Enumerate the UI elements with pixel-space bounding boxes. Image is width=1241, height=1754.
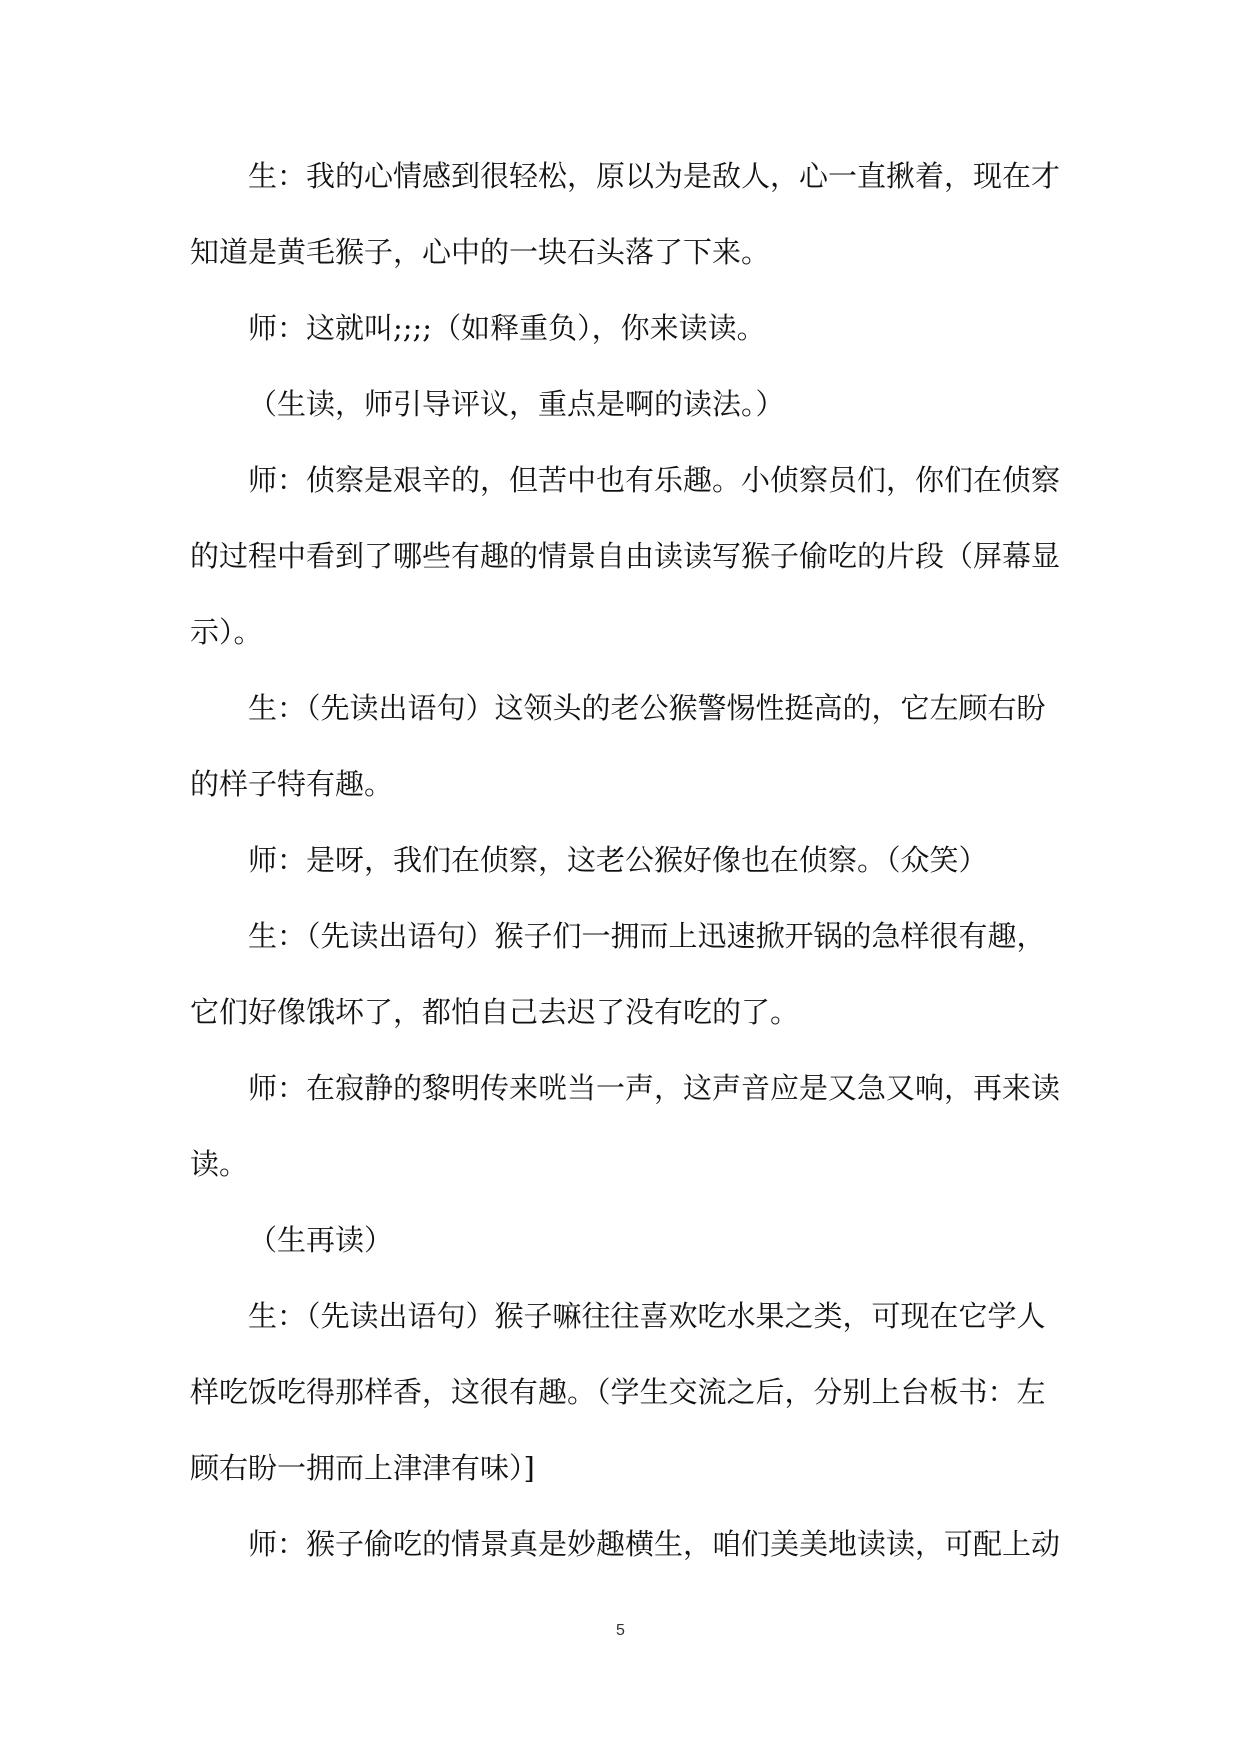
paragraph-student-rush: 生：（先读出语句）猴子们一拥而上迅速掀开锅的急样很有趣，它们好像饿坏了，都怕自己去迟了没有吃的了。 (190, 919, 1046, 1029)
paragraph-teacher-scouting: 师：侦察是艰辛的，但苦中也有乐趣。小侦察员们，你们在侦察的过程中看到了哪些有趣的情景自由读读写猴子偷吃的片段（屏幕显示）。 (190, 463, 1061, 649)
page-number: 5 (616, 1622, 625, 1639)
paragraph-teacher-relief: 师：这就叫;;;;（如释重负），你来读读。 (248, 311, 766, 345)
paragraph-teacher-sound: 师：在寂静的黎明传来咣当一声，这声音应是又急又响，再来读读。 (190, 1071, 1061, 1181)
paragraph-student-eating: 生：（先读出语句）猴子嘛往往喜欢吃水果之类，可现在它学人样吃饭吃得那样香，这很有趣。（学生交流之后，分别上台板书：左顾右盼一拥而上津津有味）] (190, 1299, 1046, 1485)
paragraph-teacher-laugh: 师：是呀，我们在侦察，这老公猴好像也在侦察。（众笑） (248, 843, 988, 877)
paragraph-reread-note: （生再读） (248, 1223, 394, 1257)
paragraph-student-relief: 生：我的心情感到很轻松，原以为是敌人，心一直揪着，现在才知道是黄毛猴子，心中的一块石头落了下来。 (190, 159, 1061, 269)
paragraph-teacher-closing: 师：猴子偷吃的情景真是妙趣横生，咱们美美地读读，可配上动 (248, 1527, 1061, 1561)
paragraph-reading-note: （生读，师引导评议，重点是啊的读法。） (248, 387, 785, 421)
paragraph-student-old-monkey: 生：（先读出语句）这领头的老公猴警惕性挺高的，它左顾右盼的样子特有趣。 (190, 691, 1046, 801)
